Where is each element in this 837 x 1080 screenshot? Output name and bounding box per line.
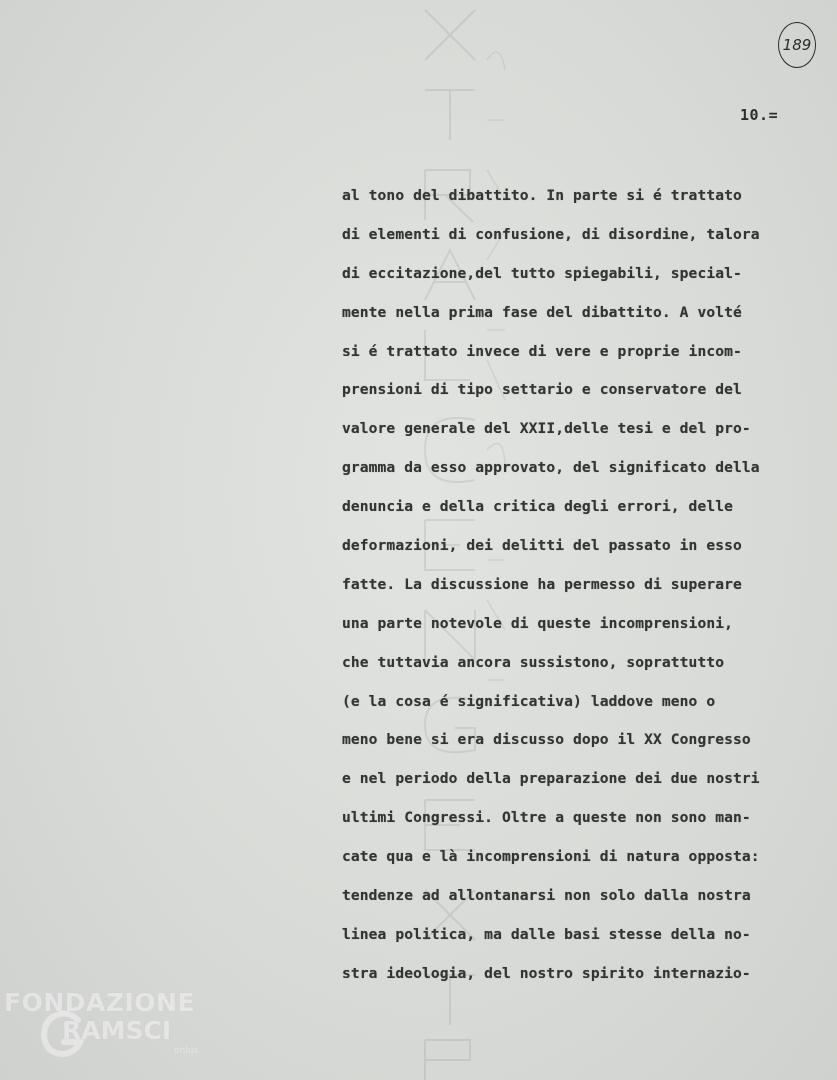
text-line: (e la cosa é significativa) laddove meno o xyxy=(342,692,716,710)
text-line: al tono del dibattito. In parte si é trattato xyxy=(342,187,742,204)
text-line: che tuttavia ancora sussistono, soprattutto xyxy=(342,653,725,671)
text-line: meno bene si era discusso dopo il XX Congresso xyxy=(342,731,751,749)
text-line: mente nella prima fase del dibattito. A volté xyxy=(342,303,742,321)
text-line: di eccitazione,del tutto spiegabili, special- xyxy=(342,264,742,282)
text-line: gramma da esso approvato, del significato della xyxy=(342,459,760,477)
text-line: e nel periodo della preparazione dei due nostri xyxy=(342,770,760,788)
text-line: cate qua e là incomprensioni di natura opposta: xyxy=(342,848,760,866)
logo-text-line2: RAMSCI xyxy=(62,1016,172,1045)
logo-onlus: onlus xyxy=(174,1046,199,1056)
text-line: tendenze ad allontanarsi non solo dalla nostra xyxy=(342,887,751,905)
logo-text-line1: FONDAZIONE xyxy=(4,988,196,1017)
stamp-number: 189 xyxy=(782,36,812,54)
page-number: 10.= xyxy=(740,106,779,124)
text-line: fatte. La discussione ha permesso di superare xyxy=(342,575,742,593)
text-line: denuncia e della critica degli errori, delle xyxy=(342,498,733,516)
typewritten-text xyxy=(342,181,812,998)
fondazione-gramsci-logo xyxy=(4,988,214,1068)
text-line: deformazioni, dei delitti del passato in esso xyxy=(342,537,742,555)
text-line: linea politica, ma dalle basi stesse della no- xyxy=(342,925,751,943)
text-line: stra ideologia, del nostro spirito internazio- xyxy=(342,964,751,982)
text-line: di elementi di confusione, di disordine, talora xyxy=(342,225,760,243)
text-line: ultimi Congressi. Oltre a queste non sono man- xyxy=(342,809,751,827)
text-line: prensioni di tipo settario e conservatore del xyxy=(342,381,742,399)
text-line: valore generale del XXII,delle tesi e del pro- xyxy=(342,420,751,438)
text-line: si é trattato invece di vere e proprie incom- xyxy=(342,342,742,360)
text-line: una parte notevole di queste incomprensioni, xyxy=(342,614,733,632)
archive-stamp xyxy=(778,22,816,68)
